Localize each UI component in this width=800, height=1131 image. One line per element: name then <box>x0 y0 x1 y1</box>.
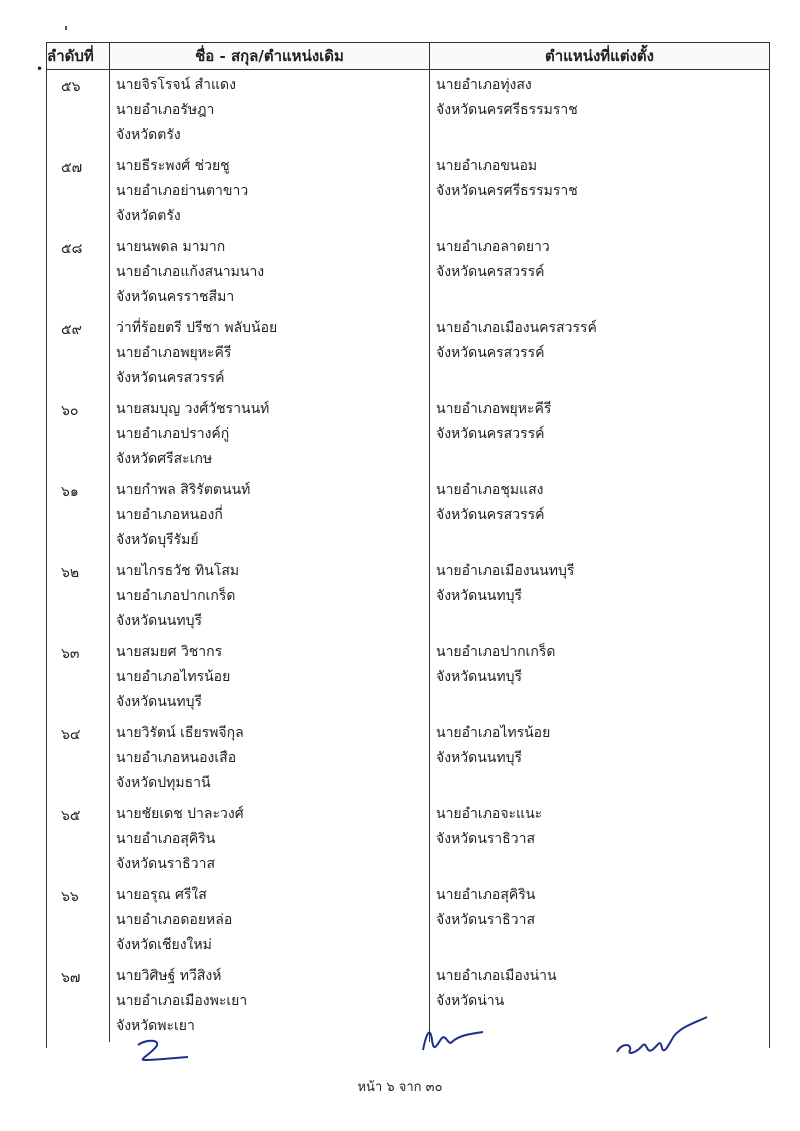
table-row <box>47 313 769 394</box>
person-name: ว่าที่ร้อยตรี ปรีชา พลับน้อย <box>116 320 278 336</box>
row-name-former-position <box>109 70 429 151</box>
former-position-line: จังหวัดตรัง <box>116 208 181 224</box>
appointed-position-line: นายอำเภอขนอม <box>436 158 538 174</box>
row-order-number: ๖๒ <box>61 565 80 581</box>
row-appointed-position <box>429 799 769 880</box>
person-name: นายจิรโรจน์ สำแดง <box>116 77 236 93</box>
row-order-number: ๖๔ <box>61 727 81 743</box>
appointed-position-line: นายอำเภอเมืองนนทบุรี <box>436 563 575 579</box>
header-appointed-position: ตำแหน่งที่แต่งตั้ง <box>429 43 769 69</box>
appointed-position-line: นายอำเภอจะแนะ <box>436 806 543 822</box>
appointed-position-line: จังหวัดนครสวรรค์ <box>436 264 545 280</box>
row-order-number: ๕๘ <box>61 241 83 257</box>
table-header <box>47 42 769 70</box>
appointed-position-line: จังหวัดนครสวรรค์ <box>436 426 545 442</box>
appointed-position-line: จังหวัดนครศรีธรรมราช <box>436 102 578 118</box>
former-position-line: จังหวัดพะเยา <box>116 1018 195 1034</box>
appointed-position-line: นายอำเภอทุ่งสง <box>436 77 532 93</box>
former-position-line: จังหวัดนครสวรรค์ <box>116 370 225 386</box>
appointed-position-line: จังหวัดนนทบุรี <box>436 669 522 685</box>
person-name: นายไกรธวัช ทินโสม <box>116 563 240 579</box>
table-row <box>47 394 769 475</box>
appointed-position-line: นายอำเภอเมืองนครสวรรค์ <box>436 320 597 336</box>
row-appointed-position <box>429 718 769 799</box>
row-appointed-position <box>429 475 769 556</box>
person-name: นายกำพล สิริรัตตนนท์ <box>116 482 251 498</box>
row-appointed-position <box>429 556 769 637</box>
former-position-line: จังหวัดนครราชสีมา <box>116 289 235 305</box>
table-row <box>47 799 769 880</box>
person-name: นายสมยศ วิชากร <box>116 644 223 660</box>
table-row <box>47 151 769 232</box>
former-position-line: จังหวัดนนทบุรี <box>116 694 202 710</box>
row-appointed-position <box>429 151 769 232</box>
appointment-table <box>46 42 770 1048</box>
header-order-number: ลำดับที่ <box>47 47 94 65</box>
row-appointed-position <box>429 313 769 394</box>
signature-right <box>612 1012 712 1062</box>
row-appointed-position <box>429 232 769 313</box>
header-name-former-position: ชื่อ - สกุล/ตำแหน่งเดิม <box>109 43 429 69</box>
table-row <box>47 232 769 313</box>
row-order-number: ๖๖ <box>61 889 79 905</box>
row-name-former-position <box>109 799 429 880</box>
row-appointed-position <box>429 637 769 718</box>
row-order-number: ๖๗ <box>61 970 81 986</box>
appointed-position-line: จังหวัดน่าน <box>436 993 505 1009</box>
row-name-former-position <box>109 394 429 475</box>
former-position-line: นายอำเภอสุคิริน <box>116 831 216 847</box>
person-name: นายอรุณ ศรีใส <box>116 887 207 903</box>
row-order-number: ๖๑ <box>61 484 79 500</box>
appointed-position-line: จังหวัดนครศรีธรรมราช <box>436 183 578 199</box>
table-row <box>47 637 769 718</box>
scan-mark <box>65 26 67 30</box>
table-row <box>47 718 769 799</box>
table-row <box>47 880 769 961</box>
former-position-line: นายอำเภอเมืองพะเยา <box>116 993 248 1009</box>
row-appointed-position <box>429 70 769 151</box>
row-order-number: ๕๗ <box>61 160 83 176</box>
former-position-line: นายอำเภอไทรน้อย <box>116 669 231 685</box>
person-name: นายนพดล มามาก <box>116 239 226 255</box>
former-position-line: นายอำเภอแก้งสนามนาง <box>116 264 265 280</box>
table-body <box>47 70 769 1048</box>
former-position-line: นายอำเภอหนองกี่ <box>116 507 223 523</box>
person-name: นายวิรัตน์ เธียรพจีกุล <box>116 725 244 741</box>
former-position-line: นายอำเภอรัษฎา <box>116 102 215 118</box>
stray-dot: • <box>36 62 44 76</box>
former-position-line: นายอำเภอดอยหล่อ <box>116 912 233 928</box>
row-name-former-position <box>109 637 429 718</box>
person-name: นายสมบุญ วงศ์วัชรานนท์ <box>116 401 270 417</box>
former-position-line: จังหวัดตรัง <box>116 127 181 143</box>
appointed-position-line: นายอำเภอปากเกร็ด <box>436 644 556 660</box>
appointed-position-line: นายอำเภอลาดยาว <box>436 239 550 255</box>
former-position-line: จังหวัดบุรีรัมย์ <box>116 532 199 548</box>
row-name-former-position <box>109 718 429 799</box>
former-position-line: จังหวัดนนทบุรี <box>116 613 202 629</box>
page-number: หน้า ๖ จาก ๓๐ <box>357 1080 443 1095</box>
person-name: นายวิศิษฐ์ ทวีสิงห์ <box>116 968 222 984</box>
person-name: นายชัยเดช ปาละวงศ์ <box>116 806 244 822</box>
row-name-former-position <box>109 313 429 394</box>
appointed-position-line: นายอำเภอไทรน้อย <box>436 725 551 741</box>
appointed-position-line: จังหวัดนนทบุรี <box>436 750 522 766</box>
row-order-number: ๖๐ <box>61 403 79 419</box>
row-appointed-position <box>429 880 769 961</box>
table-row <box>47 475 769 556</box>
table-row <box>47 70 769 151</box>
former-position-line: จังหวัดนราธิวาส <box>116 856 215 872</box>
row-name-former-position <box>109 232 429 313</box>
appointed-position-line: จังหวัดนนทบุรี <box>436 588 522 604</box>
appointed-position-line: จังหวัดนราธิวาส <box>436 912 535 928</box>
row-name-former-position <box>109 475 429 556</box>
signature-middle <box>418 1020 488 1060</box>
former-position-line: จังหวัดศรีสะเกษ <box>116 451 213 467</box>
former-position-line: นายอำเภอย่านตาขาว <box>116 183 249 199</box>
table-row <box>47 556 769 637</box>
signature-left <box>133 1030 193 1070</box>
appointed-position-line: นายอำเภอเมืองน่าน <box>436 968 557 984</box>
row-name-former-position <box>109 556 429 637</box>
former-position-line: นายอำเภอปากเกร็ด <box>116 588 236 604</box>
appointed-position-line: นายอำเภอชุมแสง <box>436 482 544 498</box>
appointed-position-line: จังหวัดนครสวรรค์ <box>436 345 545 361</box>
appointed-position-line: จังหวัดนครสวรรค์ <box>436 507 545 523</box>
appointed-position-line: นายอำเภอสุคิริน <box>436 887 536 903</box>
row-order-number: ๖๕ <box>61 808 81 824</box>
row-order-number: ๖๓ <box>61 646 80 662</box>
former-position-line: นายอำเภอปรางค์กู่ <box>116 426 230 442</box>
former-position-line: จังหวัดเชียงใหม่ <box>116 937 212 953</box>
former-position-line: จังหวัดปทุมธานี <box>116 775 211 791</box>
appointed-position-line: จังหวัดนราธิวาส <box>436 831 535 847</box>
row-name-former-position <box>109 151 429 232</box>
appointed-position-line: นายอำเภอพยุหะคีรี <box>436 401 552 417</box>
person-name: นายธีระพงศ์ ช่วยชู <box>116 158 230 174</box>
row-order-number: ๕๖ <box>61 79 81 95</box>
row-name-former-position <box>109 880 429 961</box>
row-appointed-position <box>429 394 769 475</box>
former-position-line: นายอำเภอพยุหะคีรี <box>116 345 232 361</box>
row-order-number: ๕๙ <box>61 322 82 338</box>
former-position-line: นายอำเภอหนองเสือ <box>116 750 237 766</box>
